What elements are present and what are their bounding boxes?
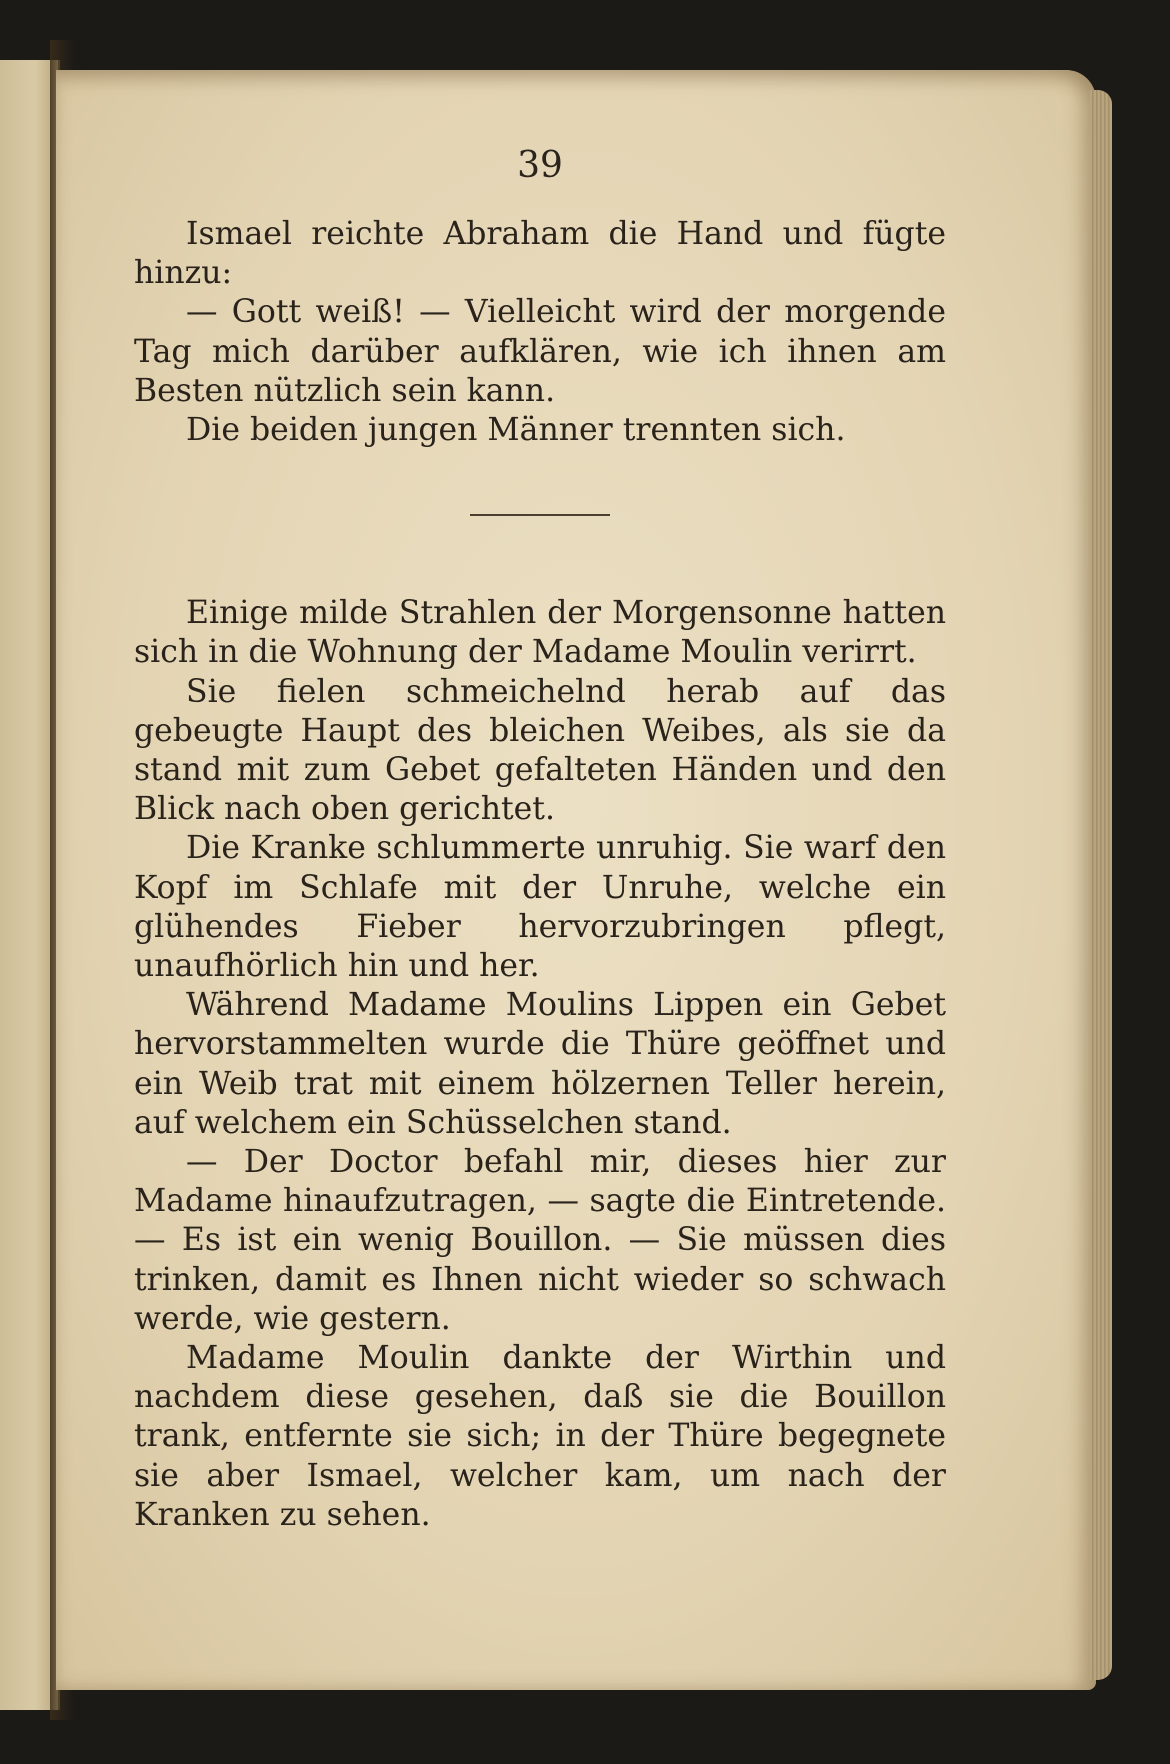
page-stack-edge xyxy=(1090,90,1112,1680)
paragraph: Die beiden jungen Männer trennten sich. xyxy=(186,412,846,449)
paragraph: Die Kranke schlummerte unruhig. Sie warf den Kopf im Schlafe mit der Unruhe, welche ein glühendes Fieber hervorzubringen pflegt, unaufhörlich hin und her. xyxy=(134,830,946,985)
paragraph: Sie fielen schmeichelnd herab auf das gebeugte Haupt des bleichen Weibes, als sie da stand mit zum Gebet gefalteten Händen und den Blick nach oben gerichtet. xyxy=(134,673,946,828)
paragraph: Einige milde Strahlen der Morgensonne hatten sich in die Wohnung der Madame Moulin verirrt. xyxy=(134,595,946,671)
page-number: 39 xyxy=(517,145,563,186)
paragraph: — Gott weiß! — Vielleicht wird der morgende Tag mich darüber aufklären, wie ich ihnen am Besten nützlich sein kann. xyxy=(134,294,946,409)
paragraph: Ismael reichte Abraham die Hand und fügte hinzu: xyxy=(134,216,946,292)
paragraph: Während Madame Moulins Lippen ein Gebet hervorstammelten wurde die Thüre geöffnet und ein Weib trat mit einem hölzernen Teller herein, auf welchem ein Schüsselchen stand. xyxy=(134,987,946,1141)
section-divider xyxy=(470,514,610,516)
paragraph: Madame Moulin dankte der Wirthin und nachdem diese gesehen, daß sie die Bouillon trank, entfernte sie sich; in der Thüre begegnete sie aber Ismael, welcher kam, um nach der Kranken zu sehen. xyxy=(134,1340,946,1533)
paragraph: — Der Doctor befahl mir, dieses hier zur Madame hinaufzutragen, — sagte die Eintretende. — Es ist ein wenig Bouillon. — Sie müssen dies trinken, damit es Ihnen nicht wieder so schwach werde, wie gestern. xyxy=(134,1144,946,1337)
page-text xyxy=(134,215,946,1535)
